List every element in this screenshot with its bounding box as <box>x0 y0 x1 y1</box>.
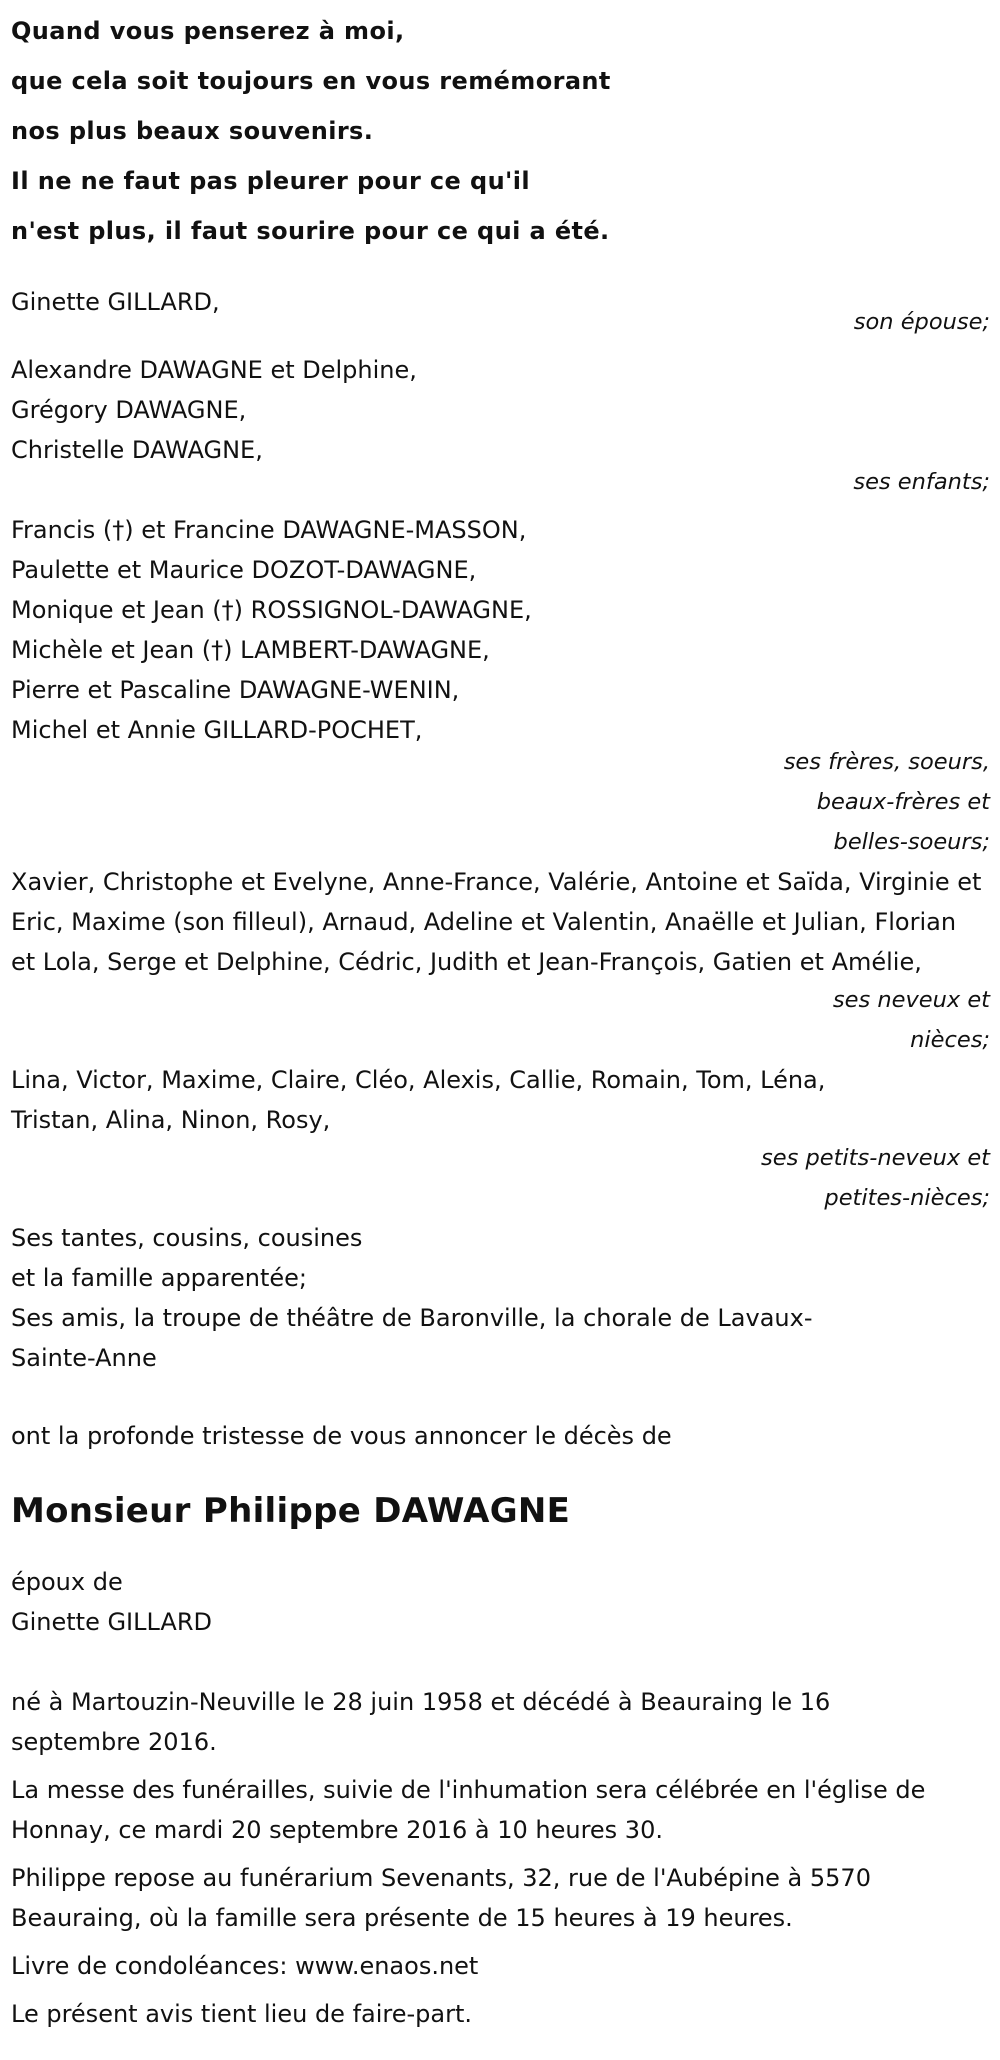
friends-text: Ses amis, la troupe de théâtre de Baronville, la chorale de Lavaux-Sainte-Anne <box>11 1304 813 1372</box>
details <box>11 1682 990 2034</box>
sibling-name: Michèle et Jean (†) LAMBERT-DAWAGNE, <box>11 636 490 664</box>
poem <box>11 0 990 256</box>
poem-line: Quand vous penserez à moi, <box>11 17 405 45</box>
relation-text: ses frères, soeurs, <box>783 749 990 775</box>
relation-text: belles-soeurs; <box>833 829 990 855</box>
relation-text: ses petits-neveux et <box>761 1145 990 1171</box>
sibling-name: Francis (†) et Francine DAWAGNE-MASSON, <box>11 516 527 544</box>
family-grandnephews <box>11 1060 990 1218</box>
poem-line: que cela soit toujours en vous remémorant <box>11 67 611 95</box>
family-children <box>11 350 990 502</box>
others-line: Ses tantes, cousins, cousines <box>11 1224 363 1252</box>
obituary-notice <box>11 0 990 2034</box>
child-name: Grégory DAWAGNE, <box>11 396 247 424</box>
family-spouse <box>11 282 990 342</box>
family-siblings <box>11 510 990 862</box>
spouse-of <box>11 1562 990 1642</box>
family-others <box>11 1218 990 1378</box>
relation-label <box>2 1138 990 1218</box>
child-name: Alexandre DAWAGNE et Delphine, <box>11 356 417 384</box>
spouse-of-line: époux de <box>11 1568 123 1596</box>
others-line: et la famille apparentée; <box>11 1264 307 1292</box>
sibling-name: Monique et Jean (†) ROSSIGNOL-DAWAGNE, <box>11 596 532 624</box>
relation-text: ses neveux et <box>832 987 990 1013</box>
relation-text: petites-nièces; <box>824 1185 990 1211</box>
sibling-name: Pierre et Pascaline DAWAGNE-WENIN, <box>11 676 460 704</box>
child-name: Christelle DAWAGNE, <box>11 436 263 464</box>
relation-label <box>2 980 990 1060</box>
family-nephews <box>11 862 990 1060</box>
grandnephews-text: Lina, Victor, Maxime, Claire, Cléo, Alexis, Callie, Romain, Tom, Léna, Tristan, Alina, Ninon, Rosy, <box>11 1066 826 1134</box>
relation-label <box>2 742 990 862</box>
spouse-name: Ginette GILLARD, <box>11 288 220 316</box>
deceased-name: Monsieur Philippe DAWAGNE <box>11 1491 571 1531</box>
poem-line: Il ne ne faut pas pleurer pour ce qu'il <box>11 167 531 195</box>
condolences-text: Livre de condoléances: www.enaos.net <box>11 1952 479 1980</box>
poem-line: nos plus beaux souvenirs. <box>11 117 374 145</box>
funeral-text: La messe des funérailles, suivie de l'inhumation sera célébrée en l'église de Honnay, ce mardi 20 septembre 2016 à 10 heures 30. <box>11 1776 926 1844</box>
funerarium-text: Philippe repose au funérarium Sevenants, 32, rue de l'Aubépine à 5570 Beauraing, où la famille sera présente de 15 heures à 19 heures. <box>11 1864 871 1932</box>
relation-text: ses enfants; <box>853 469 990 495</box>
nephews-text: Xavier, Christophe et Evelyne, Anne-France, Valérie, Antoine et Saïda, Virginie et Eric, Maxime (son filleul), Arnaud, Adeline et Valentin, Anaëlle et Julian, Florian et Lola, Serge et Delphine, Cédric, Judith et Jean-François, Gatien et Amélie, <box>11 868 982 976</box>
poem-line: n'est plus, il faut sourire pour ce qui a été. <box>11 217 610 245</box>
sibling-name: Paulette et Maurice DOZOT-DAWAGNE, <box>11 556 477 584</box>
announcement: ont la profonde tristesse de vous annoncer le décès de <box>11 1422 672 1450</box>
relation-text: beaux-frères et <box>816 789 990 815</box>
relation-text: nièces; <box>910 1027 990 1053</box>
birth-death-text: né à Martouzin-Neuville le 28 juin 1958 et décédé à Beauraing le 16 septembre 2016. <box>11 1688 831 1756</box>
relation-text: son épouse; <box>853 309 990 335</box>
notice-text: Le présent avis tient lieu de faire-part. <box>11 2000 473 2028</box>
sibling-name: Michel et Annie GILLARD-POCHET, <box>11 716 423 744</box>
spouse-of-line: Ginette GILLARD <box>11 1608 212 1636</box>
